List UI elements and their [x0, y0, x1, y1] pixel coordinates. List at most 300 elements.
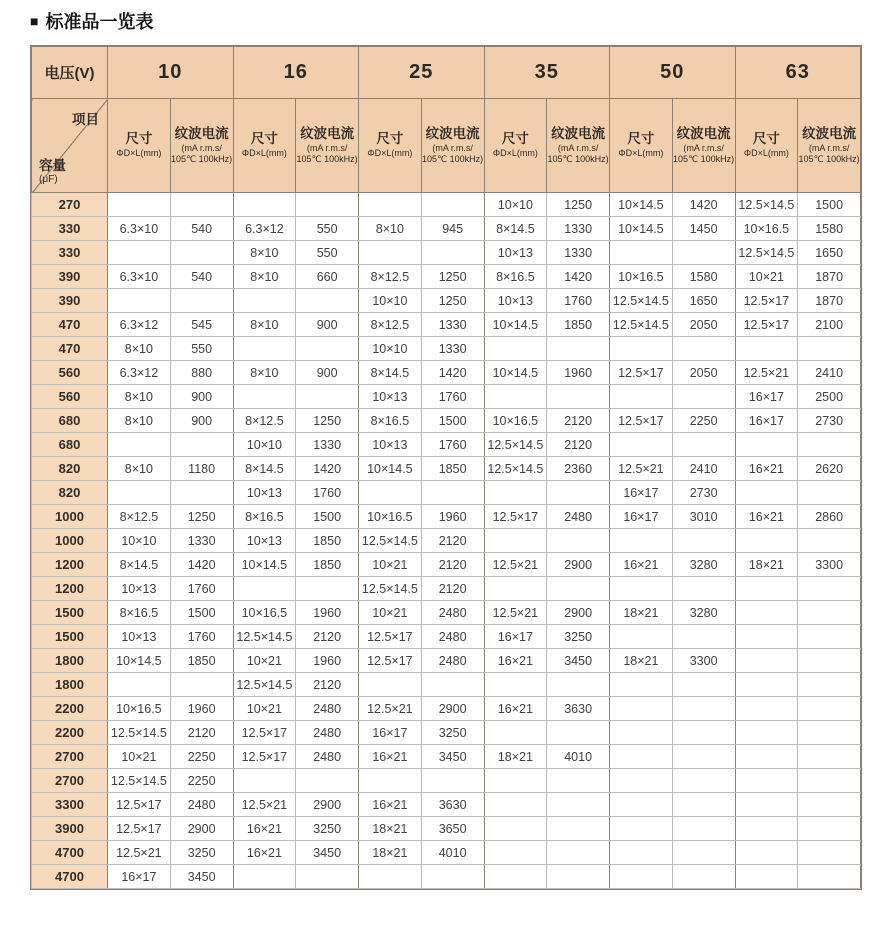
- size-value-cell: 12.5×17: [233, 745, 296, 769]
- ripple-value-cell: [296, 193, 359, 217]
- ripple-value-cell: 3250: [547, 625, 610, 649]
- size-value-cell: 8×16.5: [233, 505, 296, 529]
- capacity-cell: 4700: [32, 865, 108, 889]
- size-value-cell: [484, 769, 547, 793]
- capacity-cell: 560: [32, 385, 108, 409]
- size-value-cell: [233, 385, 296, 409]
- size-value-cell: 8×12.5: [359, 265, 422, 289]
- size-value-cell: 16×17: [359, 721, 422, 745]
- size-value-cell: 10×10: [484, 193, 547, 217]
- ripple-value-cell: 1760: [547, 289, 610, 313]
- capacity-cell: 820: [32, 457, 108, 481]
- size-value-cell: 10×14.5: [484, 313, 547, 337]
- capacity-cell: 470: [32, 337, 108, 361]
- table-row: [32, 217, 861, 241]
- size-value-cell: 10×10: [233, 433, 296, 457]
- size-value-cell: [735, 841, 798, 865]
- ripple-unit-line2: 105℃ 100kHz): [422, 153, 484, 164]
- size-value-cell: [610, 529, 673, 553]
- capacity-cell: 2200: [32, 697, 108, 721]
- size-value-cell: 6.3×12: [233, 217, 296, 241]
- capacity-cell: 680: [32, 409, 108, 433]
- size-value-cell: 10×14.5: [610, 193, 673, 217]
- size-value-cell: 12.5×17: [359, 625, 422, 649]
- ripple-value-cell: [798, 721, 861, 745]
- voltage-header-10: 10: [108, 47, 234, 99]
- size-value-cell: [610, 697, 673, 721]
- ripple-value-cell: 2500: [798, 385, 861, 409]
- capacity-cell: 2700: [32, 745, 108, 769]
- size-value-cell: 16×17: [108, 865, 171, 889]
- capacity-header: [39, 158, 66, 185]
- ripple-value-cell: [170, 433, 233, 457]
- ripple-value-cell: 1960: [547, 361, 610, 385]
- size-value-cell: 12.5×14.5: [484, 457, 547, 481]
- ripple-value-cell: [547, 385, 610, 409]
- ripple-value-cell: 1870: [798, 289, 861, 313]
- ripple-value-cell: 1330: [170, 529, 233, 553]
- ripple-value-cell: [421, 865, 484, 889]
- size-value-cell: 16×21: [610, 553, 673, 577]
- ripple-label: 纹波电流: [300, 125, 355, 141]
- standard-products-table: [31, 46, 861, 889]
- size-value-cell: 10×16.5: [233, 601, 296, 625]
- ripple-unit-line1: (mA r.m.s/: [683, 142, 724, 153]
- ripple-value-cell: 2900: [170, 817, 233, 841]
- size-value-cell: [359, 481, 422, 505]
- size-value-cell: 12.5×17: [735, 289, 798, 313]
- ripple-value-cell: 3450: [170, 865, 233, 889]
- ripple-value-cell: 3250: [421, 721, 484, 745]
- ripple-value-cell: [672, 793, 735, 817]
- ripple-value-cell: 1250: [296, 409, 359, 433]
- ripple-value-cell: [672, 385, 735, 409]
- ripple-value-cell: [798, 817, 861, 841]
- ripple-value-cell: 3300: [672, 649, 735, 673]
- size-value-cell: [233, 289, 296, 313]
- ripple-label: 纹波电流: [174, 125, 229, 141]
- ripple-value-cell: 2120: [296, 673, 359, 697]
- ripple-value-cell: 2410: [798, 361, 861, 385]
- capacity-cell: 3300: [32, 793, 108, 817]
- ripple-value-cell: [421, 673, 484, 697]
- capacity-cell: 820: [32, 481, 108, 505]
- voltage-header-35: 35: [484, 47, 610, 99]
- size-value-cell: 6.3×12: [108, 313, 171, 337]
- size-value-cell: 10×14.5: [108, 649, 171, 673]
- ripple-value-cell: 2120: [170, 721, 233, 745]
- size-value-cell: [233, 193, 296, 217]
- size-value-cell: 10×21: [359, 601, 422, 625]
- voltage-label-cell: 电压(V): [32, 47, 108, 99]
- ripple-value-cell: 2100: [798, 313, 861, 337]
- ripple-value-cell: 2050: [672, 361, 735, 385]
- ripple-value-cell: 2620: [798, 457, 861, 481]
- ripple-value-cell: [547, 769, 610, 793]
- ripple-current-header: [421, 99, 484, 193]
- ripple-value-cell: [798, 433, 861, 457]
- voltage-header-50: 50: [610, 47, 736, 99]
- ripple-value-cell: 2120: [547, 433, 610, 457]
- ripple-value-cell: [798, 337, 861, 361]
- ripple-value-cell: [798, 577, 861, 601]
- size-label: 尺寸: [752, 131, 780, 147]
- ripple-value-cell: 945: [421, 217, 484, 241]
- size-header: [233, 99, 296, 193]
- capacity-cell: 1200: [32, 577, 108, 601]
- size-value-cell: 8×10: [108, 385, 171, 409]
- table-row: [32, 745, 861, 769]
- ripple-value-cell: 3250: [296, 817, 359, 841]
- ripple-value-cell: 545: [170, 313, 233, 337]
- ripple-value-cell: 3630: [547, 697, 610, 721]
- table-row: [32, 265, 861, 289]
- size-value-cell: 10×14.5: [484, 361, 547, 385]
- ripple-value-cell: 2900: [547, 553, 610, 577]
- ripple-unit-line1: (mA r.m.s/: [181, 142, 222, 153]
- ripple-value-cell: 2120: [421, 577, 484, 601]
- size-value-cell: 12.5×14.5: [233, 625, 296, 649]
- ripple-value-cell: 1420: [296, 457, 359, 481]
- capacity-cell: 330: [32, 217, 108, 241]
- size-value-cell: [735, 625, 798, 649]
- ripple-current-header: [672, 99, 735, 193]
- ripple-value-cell: 1500: [798, 193, 861, 217]
- size-value-cell: 16×17: [610, 481, 673, 505]
- size-value-cell: [484, 817, 547, 841]
- item-label: 项目: [72, 112, 99, 127]
- ripple-value-cell: 3450: [421, 745, 484, 769]
- size-value-cell: 12.5×21: [359, 697, 422, 721]
- size-value-cell: 16×21: [359, 793, 422, 817]
- ripple-value-cell: 1760: [170, 625, 233, 649]
- ripple-value-cell: [547, 793, 610, 817]
- size-value-cell: 10×16.5: [484, 409, 547, 433]
- size-value-cell: 12.5×14.5: [610, 313, 673, 337]
- ripple-current-header: [296, 99, 359, 193]
- size-value-cell: 8×10: [359, 217, 422, 241]
- ripple-value-cell: 1850: [170, 649, 233, 673]
- size-value-cell: 8×14.5: [233, 457, 296, 481]
- size-value-cell: [735, 529, 798, 553]
- ripple-value-cell: [421, 769, 484, 793]
- ripple-value-cell: 1650: [672, 289, 735, 313]
- capacity-cell: 1000: [32, 529, 108, 553]
- size-value-cell: 10×16.5: [735, 217, 798, 241]
- ripple-value-cell: 2860: [798, 505, 861, 529]
- table-row: [32, 337, 861, 361]
- size-value-cell: 10×16.5: [108, 697, 171, 721]
- ripple-value-cell: [296, 769, 359, 793]
- size-value-cell: [610, 241, 673, 265]
- size-header: [735, 99, 798, 193]
- size-label: 尺寸: [250, 131, 278, 147]
- table-row: [32, 385, 861, 409]
- capacity-unit: (μF): [39, 173, 58, 185]
- ripple-value-cell: 3450: [547, 649, 610, 673]
- size-value-cell: [735, 433, 798, 457]
- page-title: [30, 8, 862, 34]
- size-value-cell: 10×14.5: [610, 217, 673, 241]
- size-value-cell: 8×12.5: [233, 409, 296, 433]
- ripple-value-cell: 2730: [798, 409, 861, 433]
- size-value-cell: [610, 865, 673, 889]
- size-value-cell: 8×14.5: [484, 217, 547, 241]
- ripple-value-cell: 540: [170, 265, 233, 289]
- ripple-value-cell: [798, 841, 861, 865]
- size-value-cell: 12.5×17: [610, 361, 673, 385]
- ripple-value-cell: 2120: [421, 529, 484, 553]
- size-value-cell: 16×17: [610, 505, 673, 529]
- ripple-value-cell: 1580: [672, 265, 735, 289]
- size-value-cell: [610, 745, 673, 769]
- ripple-value-cell: 3450: [296, 841, 359, 865]
- table-row: [32, 793, 861, 817]
- capacity-cell: 1500: [32, 601, 108, 625]
- size-value-cell: [735, 721, 798, 745]
- ripple-value-cell: 2900: [547, 601, 610, 625]
- table-row: [32, 457, 861, 481]
- size-unit: ΦD×L(mm): [743, 148, 789, 159]
- size-value-cell: 12.5×14.5: [359, 577, 422, 601]
- size-value-cell: [610, 625, 673, 649]
- table-row: [32, 433, 861, 457]
- ripple-value-cell: [547, 817, 610, 841]
- size-value-cell: 12.5×14.5: [735, 193, 798, 217]
- size-value-cell: 10×21: [359, 553, 422, 577]
- ripple-value-cell: [672, 433, 735, 457]
- size-value-cell: 18×21: [484, 745, 547, 769]
- ripple-value-cell: 3280: [672, 601, 735, 625]
- ripple-value-cell: 1250: [547, 193, 610, 217]
- size-value-cell: [359, 673, 422, 697]
- capacity-cell: 3900: [32, 817, 108, 841]
- size-unit: ΦD×L(mm): [618, 148, 664, 159]
- table-row: [32, 529, 861, 553]
- ripple-value-cell: 2480: [421, 601, 484, 625]
- ripple-value-cell: 2480: [421, 625, 484, 649]
- ripple-value-cell: 1850: [296, 553, 359, 577]
- ripple-value-cell: [672, 337, 735, 361]
- ripple-value-cell: [672, 577, 735, 601]
- capacity-cell: 1800: [32, 649, 108, 673]
- size-value-cell: 16×21: [484, 697, 547, 721]
- ripple-value-cell: [672, 529, 735, 553]
- size-value-cell: 16×17: [735, 385, 798, 409]
- ripple-value-cell: 540: [170, 217, 233, 241]
- size-header: [108, 99, 171, 193]
- size-value-cell: 8×10: [108, 457, 171, 481]
- capacity-cell: 470: [32, 313, 108, 337]
- ripple-value-cell: 1330: [421, 337, 484, 361]
- size-value-cell: 10×13: [484, 241, 547, 265]
- ripple-value-cell: 3250: [170, 841, 233, 865]
- size-value-cell: [484, 481, 547, 505]
- table-row: [32, 505, 861, 529]
- title-bullet-icon: ■: [30, 13, 39, 29]
- capacity-cell: 1200: [32, 553, 108, 577]
- ripple-value-cell: 1450: [672, 217, 735, 241]
- ripple-value-cell: [672, 865, 735, 889]
- ripple-unit-line1: (mA r.m.s/: [306, 142, 348, 153]
- size-value-cell: [484, 841, 547, 865]
- size-value-cell: [484, 721, 547, 745]
- ripple-value-cell: [296, 577, 359, 601]
- size-value-cell: 16×17: [735, 409, 798, 433]
- ripple-value-cell: 900: [170, 409, 233, 433]
- size-value-cell: 12.5×21: [233, 793, 296, 817]
- ripple-unit-line1: (mA r.m.s/: [557, 142, 599, 153]
- size-value-cell: 10×21: [735, 265, 798, 289]
- size-unit: ΦD×L(mm): [367, 148, 413, 159]
- table-row: [32, 649, 861, 673]
- ripple-value-cell: 1960: [296, 649, 359, 673]
- ripple-value-cell: 1760: [421, 433, 484, 457]
- ripple-unit-line1: (mA r.m.s/: [432, 142, 473, 153]
- ripple-value-cell: 1580: [798, 217, 861, 241]
- ripple-value-cell: 1420: [547, 265, 610, 289]
- size-value-cell: 10×21: [108, 745, 171, 769]
- ripple-value-cell: [547, 577, 610, 601]
- size-value-cell: 10×14.5: [359, 457, 422, 481]
- size-value-cell: [735, 865, 798, 889]
- ripple-value-cell: 1250: [170, 505, 233, 529]
- ripple-value-cell: 1330: [547, 241, 610, 265]
- size-label: 尺寸: [376, 131, 404, 147]
- ripple-value-cell: [421, 481, 484, 505]
- subheader-row: [32, 99, 861, 193]
- size-value-cell: 8×16.5: [359, 409, 422, 433]
- size-value-cell: 10×13: [359, 433, 422, 457]
- ripple-value-cell: 1250: [421, 289, 484, 313]
- ripple-value-cell: 900: [170, 385, 233, 409]
- ripple-value-cell: 1650: [798, 241, 861, 265]
- size-value-cell: 8×10: [233, 265, 296, 289]
- corner-cell: [32, 99, 108, 193]
- ripple-label: 纹波电流: [676, 125, 731, 141]
- size-value-cell: [610, 817, 673, 841]
- size-label: 尺寸: [125, 131, 153, 147]
- ripple-value-cell: [672, 241, 735, 265]
- size-value-cell: [735, 673, 798, 697]
- ripple-value-cell: [798, 481, 861, 505]
- capacity-cell: 330: [32, 241, 108, 265]
- size-value-cell: 6.3×10: [108, 217, 171, 241]
- table-row: [32, 721, 861, 745]
- ripple-value-cell: 2120: [421, 553, 484, 577]
- ripple-value-cell: 2480: [296, 697, 359, 721]
- size-value-cell: [359, 193, 422, 217]
- capacity-cell: 1800: [32, 673, 108, 697]
- ripple-value-cell: 3280: [672, 553, 735, 577]
- ripple-value-cell: [547, 481, 610, 505]
- size-value-cell: [108, 481, 171, 505]
- size-value-cell: 12.5×14.5: [359, 529, 422, 553]
- size-value-cell: [610, 385, 673, 409]
- ripple-value-cell: 1250: [421, 265, 484, 289]
- size-value-cell: [108, 241, 171, 265]
- ripple-value-cell: 1850: [547, 313, 610, 337]
- ripple-value-cell: 2730: [672, 481, 735, 505]
- ripple-value-cell: [170, 673, 233, 697]
- ripple-value-cell: [547, 529, 610, 553]
- ripple-value-cell: [170, 481, 233, 505]
- capacity-cell: 560: [32, 361, 108, 385]
- size-value-cell: 18×21: [735, 553, 798, 577]
- ripple-value-cell: 2480: [421, 649, 484, 673]
- table-row: [32, 577, 861, 601]
- ripple-value-cell: 2900: [421, 697, 484, 721]
- ripple-value-cell: 1500: [170, 601, 233, 625]
- size-value-cell: 12.5×14.5: [735, 241, 798, 265]
- ripple-value-cell: [798, 697, 861, 721]
- ripple-value-cell: 3650: [421, 817, 484, 841]
- ripple-value-cell: [672, 745, 735, 769]
- table-row: [32, 553, 861, 577]
- size-value-cell: 12.5×21: [108, 841, 171, 865]
- size-unit: ΦD×L(mm): [116, 148, 162, 159]
- ripple-value-cell: [672, 697, 735, 721]
- ripple-value-cell: [547, 721, 610, 745]
- size-value-cell: 12.5×14.5: [610, 289, 673, 313]
- ripple-value-cell: 2480: [547, 505, 610, 529]
- ripple-value-cell: [296, 337, 359, 361]
- ripple-value-cell: 1960: [170, 697, 233, 721]
- size-value-cell: [610, 337, 673, 361]
- size-value-cell: [484, 385, 547, 409]
- size-value-cell: 10×13: [233, 529, 296, 553]
- ripple-value-cell: 1180: [170, 457, 233, 481]
- size-value-cell: 8×12.5: [108, 505, 171, 529]
- ripple-value-cell: 4010: [421, 841, 484, 865]
- ripple-value-cell: 660: [296, 265, 359, 289]
- size-value-cell: 12.5×17: [108, 793, 171, 817]
- ripple-unit-line2: 105℃ 100kHz): [673, 153, 735, 164]
- size-value-cell: 10×10: [359, 289, 422, 313]
- size-value-cell: 8×12.5: [359, 313, 422, 337]
- table-row: [32, 817, 861, 841]
- size-value-cell: 8×14.5: [108, 553, 171, 577]
- voltage-header-63: 63: [735, 47, 861, 99]
- size-value-cell: [233, 865, 296, 889]
- size-value-cell: 10×13: [484, 289, 547, 313]
- size-value-cell: 16×17: [484, 625, 547, 649]
- ripple-value-cell: 1760: [296, 481, 359, 505]
- table-row: [32, 481, 861, 505]
- ripple-label: 纹波电流: [425, 125, 480, 141]
- ripple-value-cell: 3630: [421, 793, 484, 817]
- ripple-value-cell: 2250: [170, 745, 233, 769]
- ripple-value-cell: [672, 769, 735, 793]
- size-value-cell: [108, 673, 171, 697]
- ripple-value-cell: 1330: [296, 433, 359, 457]
- size-value-cell: [735, 745, 798, 769]
- standard-products-table-frame: [30, 45, 862, 890]
- ripple-value-cell: [798, 529, 861, 553]
- ripple-value-cell: 1500: [421, 409, 484, 433]
- ripple-value-cell: [672, 673, 735, 697]
- size-value-cell: 12.5×17: [233, 721, 296, 745]
- size-value-cell: 12.5×21: [484, 553, 547, 577]
- size-value-cell: [735, 601, 798, 625]
- table-row: [32, 625, 861, 649]
- size-value-cell: 18×21: [359, 817, 422, 841]
- size-value-cell: 8×16.5: [108, 601, 171, 625]
- ripple-value-cell: [672, 817, 735, 841]
- table-row: [32, 769, 861, 793]
- ripple-value-cell: 2360: [547, 457, 610, 481]
- table-row: [32, 289, 861, 313]
